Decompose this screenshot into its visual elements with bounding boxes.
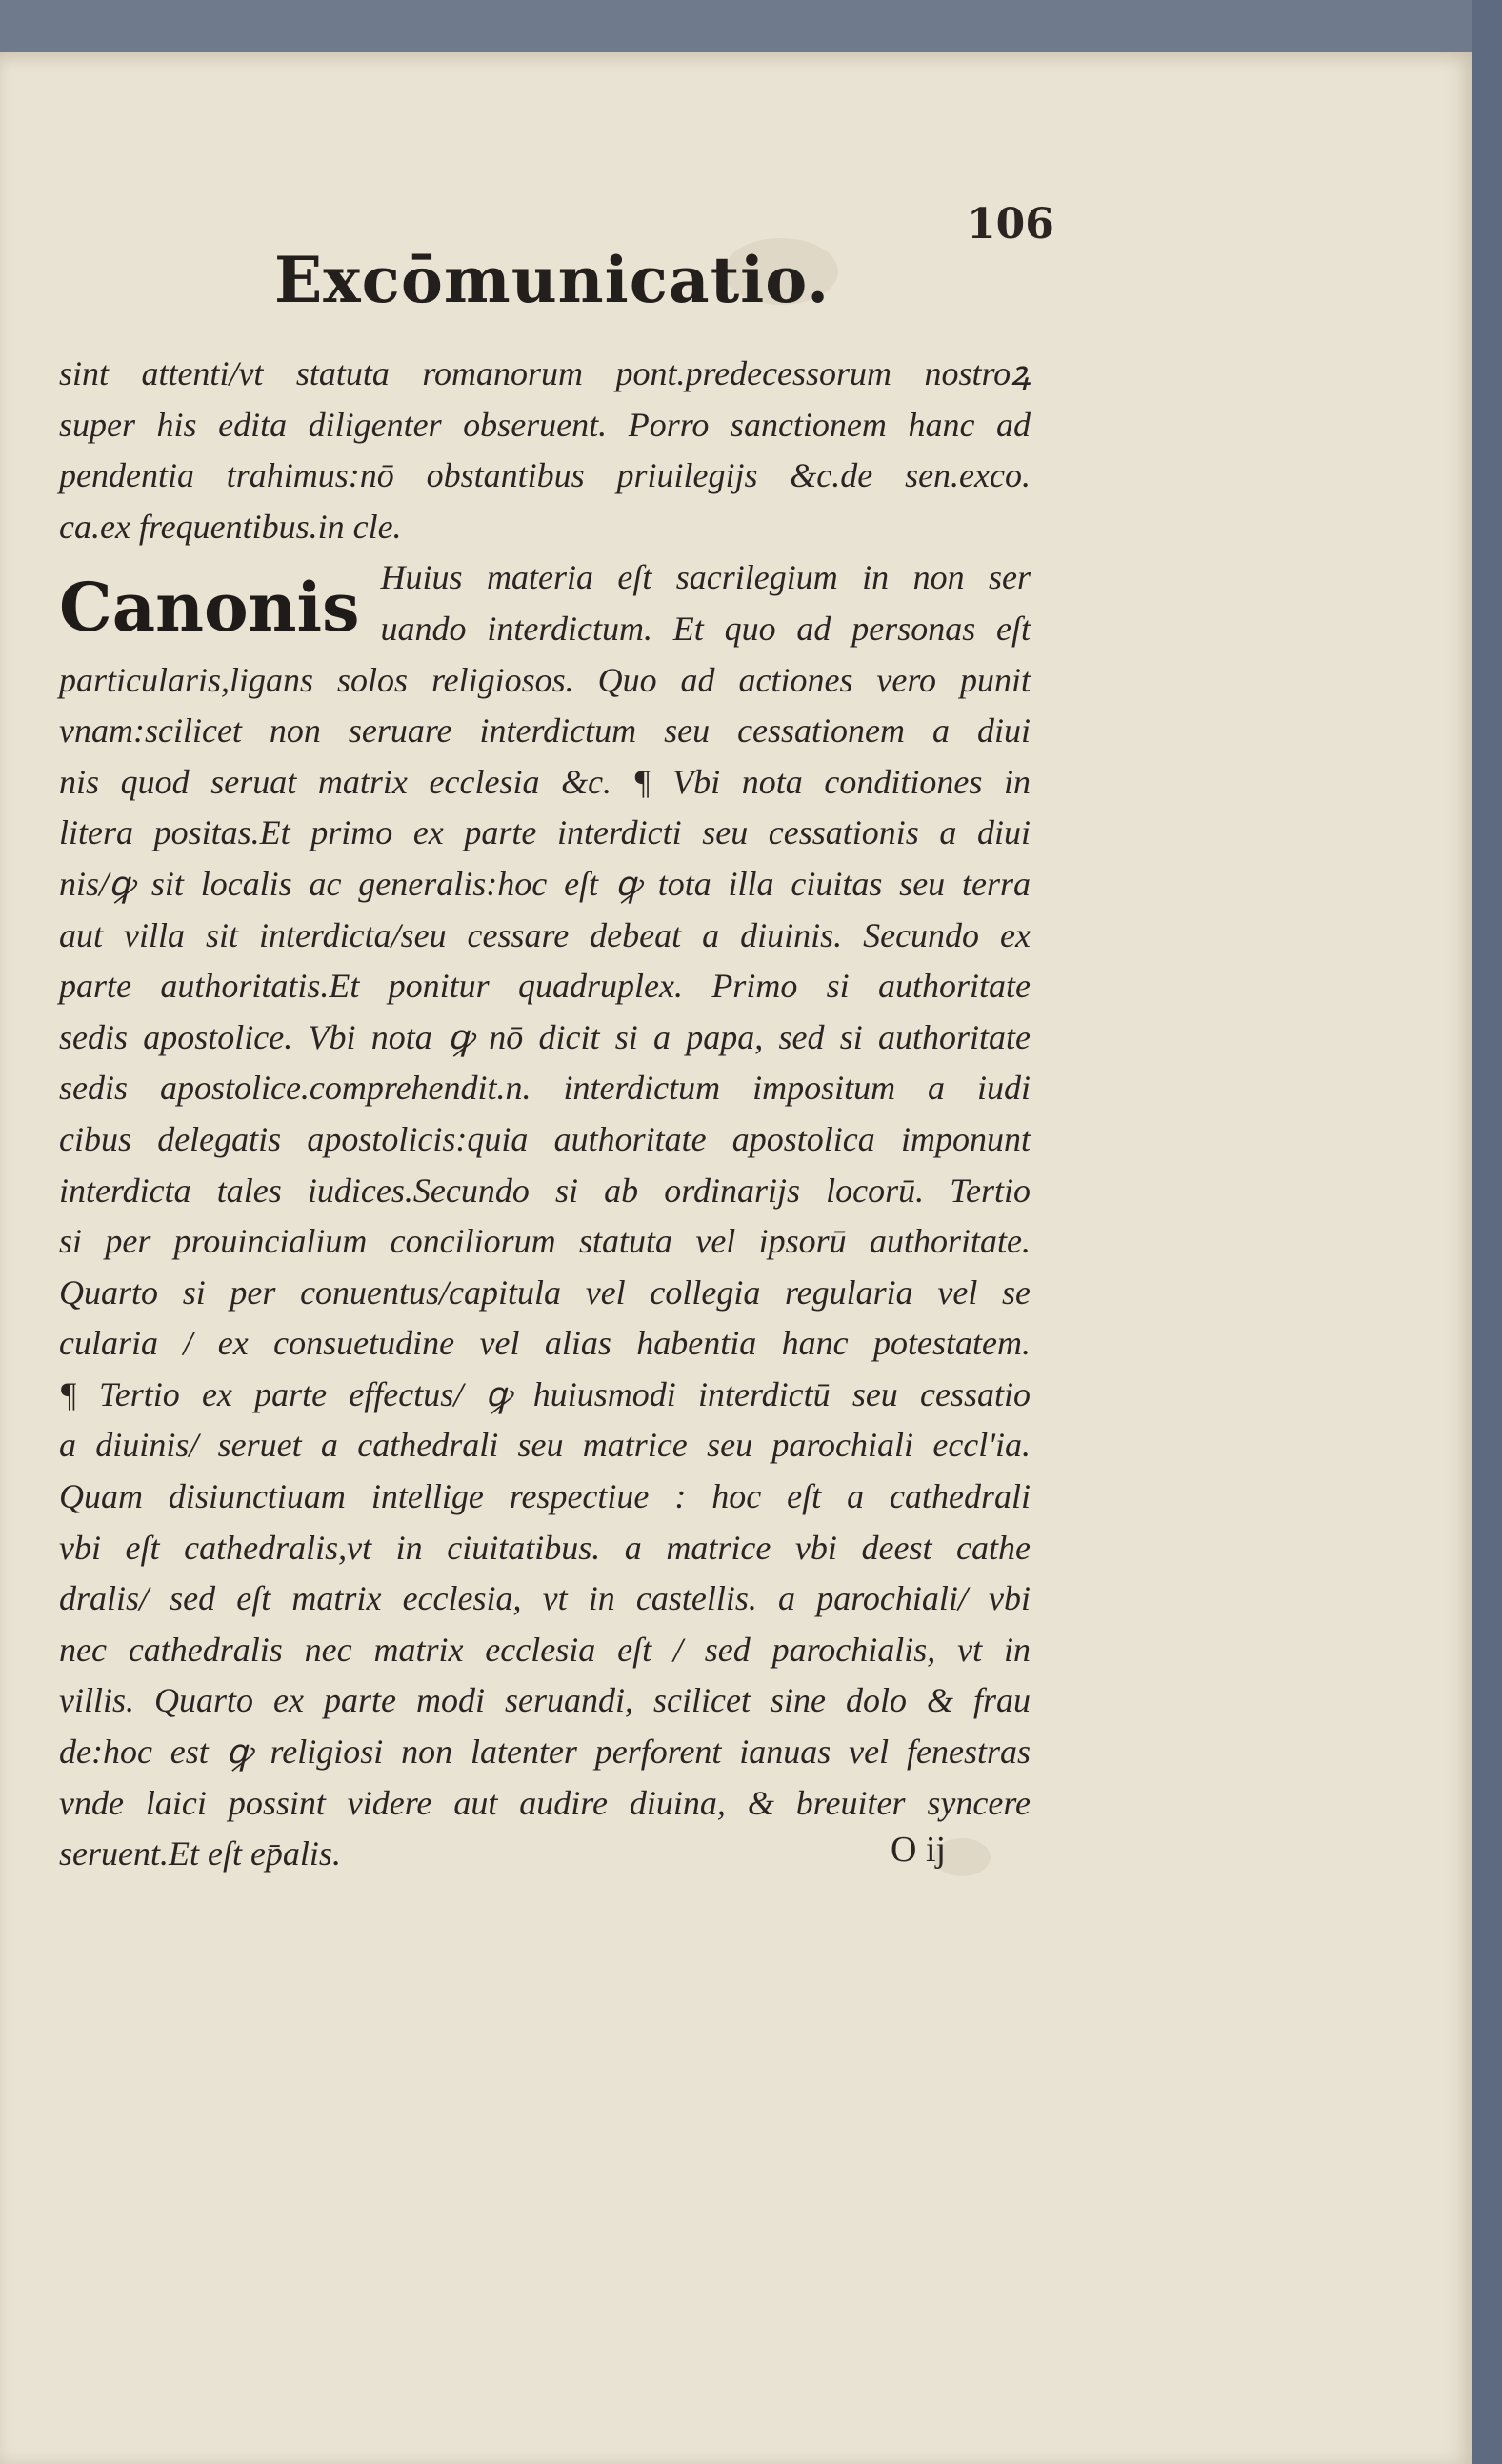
- text-line: cibus delegatis apostolicis:quia authoritate apostolica imponunt: [59, 1119, 1031, 1158]
- main-text-block: [59, 349, 1031, 1880]
- text-line: seruent.Et eſt ep̄alis.: [59, 1834, 341, 1873]
- text-line: Quam disiunctiuam intellige respectiue : hoc eſt a cathedrali: [59, 1477, 1031, 1516]
- text-line: vbi eſt cathedralis,vt in ciuitatibus. a matrice vbi deest cathe: [59, 1528, 1031, 1567]
- text-line: aut villa sit interdicta/seu cessare debeat a diuinis. Secundo ex: [59, 915, 1031, 954]
- text-line: sint attenti/vt statuta romanorum pont.predecessorum nostroꝝ: [59, 354, 1031, 392]
- text-line: nis/ꝙ sit localis ac generalis:hoc eſt ꝙ tota illa ciuitas seu terra: [59, 864, 1031, 903]
- text-line: si per prouincialium conciliorum statuta vel ipsorū authoritate.: [59, 1222, 1031, 1261]
- text-line: cularia / ex consuetudine vel alias habentia hanc potestatem.: [59, 1324, 1031, 1363]
- text-line: sedis apostolice.comprehendit.n. interdictum impositum a iudi: [59, 1069, 1031, 1108]
- section-rubric: Canonis: [59, 567, 360, 647]
- text-line: interdicta tales iudices.Secundo si ab ordinarijs locorū. Tertio: [59, 1171, 1031, 1210]
- signature-mark: O ij: [891, 1830, 947, 1870]
- section-body: [59, 655, 1031, 1880]
- rubric-side-lines: [381, 552, 1031, 654]
- text-line: super his edita diligenter obseruent. Porro sanctionem hanc ad: [59, 405, 1031, 444]
- section-heading: [59, 552, 1031, 654]
- text-line: vnam:scilicet non seruare interdictum seu cessationem a diui: [59, 711, 1031, 751]
- text-line: particularis,ligans solos religiosos. Quo ad actiones vero punit: [59, 660, 1031, 699]
- text-line: dralis/ sed eſt matrix ecclesia, vt in castellis. a parochiali/ vbi: [59, 1579, 1031, 1618]
- text-line: nis quod seruat matrix ecclesia &c. ¶ Vbi nota conditiones in: [59, 762, 1031, 801]
- text-line: nec cathedralis nec matrix ecclesia eſt / sed parochialis, vt in: [59, 1630, 1031, 1669]
- text-line: sedis apostolice. Vbi nota ꝙ nō dicit si a papa, sed si authoritate: [59, 1017, 1031, 1056]
- folio-number: 106: [967, 200, 1054, 249]
- page-edge: [1472, 0, 1502, 2464]
- text-line: parte authoritatis.Et ponitur quadruplex. Primo si authoritate: [59, 967, 1031, 1006]
- text-line: a diuinis/ seruet a cathedrali seu matrice seu parochiali eccl'ia.: [59, 1426, 1031, 1465]
- text-line: de:hoc est ꝙ religiosi non latenter perforent ianuas vel fenestras: [59, 1733, 1031, 1772]
- text-line: uando interdictum. Et quo ad personas eſt: [380, 609, 1031, 648]
- running-head: Excōmunicatio.: [274, 243, 831, 317]
- text-line: litera positas.Et primo ex parte interdicti seu cessationis a diui: [59, 813, 1031, 852]
- text-line: Quarto si per conuentus/capitula vel collegia regularia vel se: [59, 1272, 1031, 1312]
- text-line: villis. Quarto ex parte modi seruandi, scilicet sine dolo & frau: [59, 1681, 1031, 1720]
- text-line: ca.ex frequentibus.in cle.: [59, 507, 402, 546]
- text-line: vnde laici possint videre aut audire diuina, & breuiter syncere: [59, 1783, 1031, 1822]
- text-line: pendentia trahimus:nō obstantibus priuilegijs &c.de sen.exco.: [59, 456, 1031, 495]
- text-line: Huius materia eſt sacrilegium in non ser: [380, 558, 1031, 597]
- text-line: ¶ Tertio ex parte effectus/ ꝙ huiusmodi interdictū seu cessatio: [59, 1374, 1031, 1413]
